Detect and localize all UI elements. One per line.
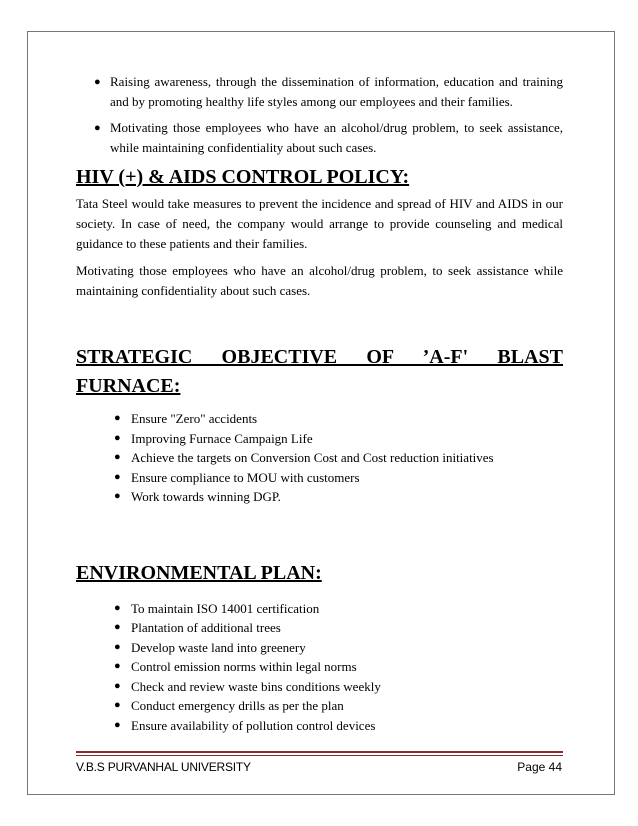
list-item-text: Motivating those employees who have an alcohol/drug problem, to seek assistance, while maintaining confidentiality about such cases. [110, 120, 563, 155]
page-content [76, 70, 563, 735]
list-item [76, 696, 563, 716]
footer-university: V.B.S PURVANHAL UNIVERSITY [76, 760, 251, 774]
list-item-text: Ensure availability of pollution control devices [131, 717, 376, 733]
list-item [76, 487, 563, 507]
hiv-heading: HIV (+) & AIDS CONTROL POLICY: [76, 166, 410, 188]
list-item [76, 429, 563, 449]
footer-rule-thin [76, 755, 563, 756]
footer-page-number: Page 44 [517, 760, 562, 774]
list-item [76, 657, 563, 677]
list-item-text: To maintain ISO 14001 certification [131, 600, 320, 616]
hiv-paragraph-2: Motivating those employees who have an alcohol/drug problem, to seek assistance while maintaining confidentiality about such cases. [76, 263, 563, 298]
strategic-heading-line-2: FURNACE: [76, 375, 181, 397]
list-item [76, 118, 563, 158]
list-item-text: Check and review waste bins conditions weekly [131, 678, 381, 694]
intro-bullet-list [76, 72, 563, 158]
bullet-icon: ● [114, 412, 121, 424]
bullet-icon: ● [114, 679, 121, 692]
strategic-heading [76, 343, 563, 401]
list-item-text: Develop waste land into greenery [131, 639, 306, 655]
list-item [76, 409, 563, 429]
bullet-icon: ● [114, 640, 121, 653]
strategic-heading-line-1: STRATEGIC OBJECTIVE OF ’A-F' BLAST [76, 346, 563, 368]
bullet-icon: ● [94, 76, 101, 88]
list-item [76, 618, 563, 638]
bullet-icon: ● [114, 699, 121, 711]
list-item [76, 468, 563, 488]
list-item-text: Raising awareness, through the dissemination of information, education and training and by promoting healthy life styles among our employees and their families. [110, 74, 563, 109]
bullet-icon: ● [114, 431, 121, 444]
list-item-text: Plantation of additional trees [131, 620, 281, 635]
bullet-icon: ● [114, 621, 121, 633]
environmental-plan-list [76, 599, 563, 736]
list-item-text: Ensure "Zero" accidents [131, 411, 258, 426]
bullet-icon: ● [114, 490, 121, 502]
list-item [76, 72, 563, 112]
list-item [76, 599, 563, 619]
list-item-text: Control emission norms within legal norms [131, 659, 357, 674]
bullet-icon: ● [94, 122, 101, 134]
bullet-icon: ● [114, 470, 121, 483]
environmental-heading: ENVIRONMENTAL PLAN: [76, 561, 322, 584]
list-item-text: Work towards winning DGP. [131, 489, 281, 504]
list-item [76, 677, 563, 697]
list-item [76, 448, 563, 468]
bullet-icon: ● [114, 660, 121, 672]
list-item-text: Improving Furnace Campaign Life [131, 430, 313, 446]
list-item-text: Ensure compliance to MOU with customers [131, 469, 360, 485]
bullet-icon: ● [114, 718, 121, 731]
list-item [76, 638, 563, 658]
list-item-text: Conduct emergency drills as per the plan [131, 698, 344, 713]
bullet-icon: ● [114, 451, 121, 463]
bullet-icon: ● [114, 601, 121, 614]
list-item-text: Achieve the targets on Conversion Cost and Cost reduction initiatives [131, 450, 494, 465]
hiv-paragraph-1: Tata Steel would take measures to prevent the incidence and spread of HIV and AIDS in our society. In case of need, the company would arrange to provide counseling and medical guidance to these patients and their families. [76, 196, 563, 251]
footer-rule [76, 751, 563, 753]
strategic-objectives-list [76, 409, 563, 507]
list-item [76, 716, 563, 736]
